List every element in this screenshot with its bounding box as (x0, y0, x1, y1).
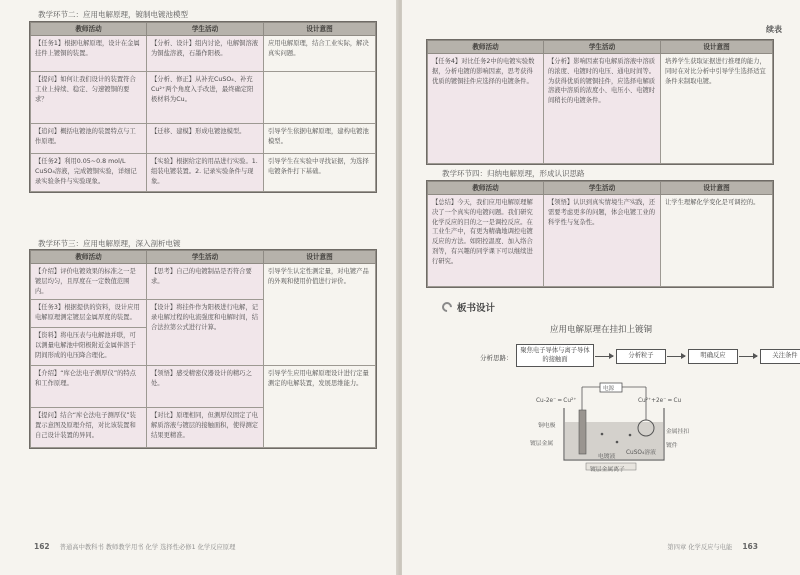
col-header-student: 学生活动 (544, 182, 661, 195)
table-cell: 【领悟】认识到真实情境生产实践，还需要考虑更多的问题，体会电镀工业的科学性与复杂性。 (544, 195, 661, 287)
table-row (31, 36, 376, 72)
table-cell: 【介绍】评价电镀效果的标准之一是镀层均匀，且厚度在一定数值范围内。 (31, 264, 147, 300)
table-cell: 【资料】将电压表与电解池并联，可以测量电解池中阳极附近金属伴溶于阴间形成的电压降合理化。 (31, 328, 147, 366)
page-number: 163 (742, 542, 758, 551)
board-heading-text: 板书设计 (457, 303, 496, 314)
table-row (31, 124, 376, 154)
section-title-3: 教学环节三：应用电解原理，深入剖析电镀 (38, 239, 181, 248)
col-header-intent: 设计意图 (264, 23, 376, 36)
table-cell: 应用电解原理，结合工业实际，解决真实问题。 (264, 36, 376, 72)
col-header-teacher: 教师活动 (31, 23, 147, 36)
board-title: 应用电解原理在挂扣上镀铜 (549, 325, 652, 335)
table-row (31, 264, 376, 300)
table-row (428, 195, 773, 287)
electroplating-diagram (530, 380, 692, 475)
flow-step: 明确反应 (688, 349, 738, 364)
col-header-intent: 设计意图 (264, 251, 376, 264)
col-header-student: 学生活动 (147, 251, 264, 264)
right-page (402, 0, 800, 575)
continued-tag: 续表 (766, 25, 782, 34)
lesson-table-2 (30, 22, 376, 192)
cathode-equation: Cu²⁺+2e⁻ ═ Cu (638, 398, 682, 404)
chapter-title: 第四章 化学反应与电能 (667, 544, 733, 551)
table-cell: 【追问】概括电镀池的装置特点与工作原理。 (31, 124, 147, 154)
table-cell (264, 72, 376, 124)
table-cell: 【提问】如何让我们设计的装置符合工业上持续、稳定、匀速镀铜的要求？ (31, 72, 147, 124)
col-header-intent: 设计意图 (661, 41, 773, 54)
right-footer (667, 542, 766, 551)
bottom-label: 镀层金属离子 (590, 467, 625, 473)
table-cell: 【任务2】利用0.05~0.8 mol/L CuSO₄溶液，完成镀铜实验，详细记录实验条件与实验现象。 (31, 154, 147, 192)
section-title-2: 教学环节二：应用电解原理，镀制电镀池模型 (38, 10, 188, 19)
lesson-table-4 (427, 181, 773, 287)
table-cell: 【分析】影响因素有电解质溶液中溶质的浓度、电镀时的电压、通电时间等。为获得优质的镀铜挂件，应选择电解质溶液中溶质的浓度小、电压小、电镀时间稍长的电镀条件。 (544, 54, 661, 164)
cuso4-label: CuSO₄溶液 (626, 450, 656, 456)
flow-arrow-icon (667, 356, 685, 357)
page-number: 162 (34, 542, 50, 551)
flow-arrow-icon (595, 356, 613, 357)
table-cell: 引导学生应用电解原理设计进行定量测定的电解装置，发展思维能力。 (264, 366, 376, 448)
table-row (31, 154, 376, 192)
copper-plate-label: 铜电极 (538, 423, 556, 429)
table-cell: 【设计】将挂件作为阳极进行电解，记录电解过程的电流强度和电解时间，结合法拉第公式进行计算。 (147, 300, 264, 366)
metal-hanger-label: 金属挂扣 (666, 429, 690, 435)
left-page (0, 0, 398, 575)
col-header-student: 学生活动 (147, 23, 264, 36)
flow-label: 分析思路： (480, 354, 513, 362)
col-header-teacher: 教师活动 (428, 182, 544, 195)
table-cell: 【任务1】根据电解原理，设计在金属挂件上镀铜的装置。 (31, 36, 147, 72)
table-cell: 培养学生获取证据进行推理的能力，同时在对比分析中引导学生选择适宜条件来制取电镀。 (661, 54, 773, 164)
book-title: 普通高中教科书 教师教学用书 化学 选择性必修1 化学反应原理 (59, 544, 236, 551)
lesson-table-2-continued (427, 40, 773, 164)
table-cell: 【提问】结合“库仑法电子测厚仪”装置示意图及原理介绍，对比该装置和自己设计装置的异同。 (31, 408, 147, 448)
flow-step: 聚焦电子导体与离子导体的接触面 (516, 344, 594, 367)
table-cell: 【介绍】“库仑法电子测厚仪”的特点和工作原理。 (31, 366, 147, 408)
board-design-heading (442, 300, 495, 314)
lesson-table-3 (30, 250, 376, 448)
anode-equation: Cu-2e⁻ ═ Cu²⁺ (536, 398, 577, 404)
col-header-teacher: 教师活动 (31, 251, 147, 264)
table-cell: 引导学生依据电解原理，建构电镀池模型。 (264, 124, 376, 154)
table-row (31, 72, 376, 124)
section-marker-icon (440, 300, 454, 314)
col-header-intent: 设计意图 (661, 182, 773, 195)
col-header-student: 学生活动 (544, 41, 661, 54)
left-footer (34, 542, 235, 551)
table-cell: 【分析、修正】从补充CuSO₄、补充Cu²⁺两个角度入手改进，最终确定阳极材料为Cu。 (147, 72, 264, 124)
flow-step: 分析粒子 (616, 349, 666, 364)
table-cell: 引导学生认定性测定量，对电镀产品的外观和使用价值进行评价。 (264, 264, 376, 366)
table-cell: 让学生理解化学变化是可调控的。 (661, 195, 773, 287)
table-cell: 【总结】今天，我们应用电解原理解决了一个真实的电镀问题。我们研究化学反应的目的之一是调控反应。在工业生产中，有更为精确地调控电镀反应的方法。如阳控温度、加入络合剂等，有兴趣的同学课下可以继续进行研究。 (428, 195, 544, 287)
table-cell: 【分析、设计】组内讨论，电解铜溶液为铜盐溶液，石墨作阳极。 (147, 36, 264, 72)
table-cell: 【领悟】感受精密仪器设计的精巧之处。 (147, 366, 264, 408)
table-cell: 【思考】自己的电镀制品是否符合要求。 (147, 264, 264, 300)
plating-metal-label: 镀层金属 (530, 441, 554, 447)
table-row (428, 54, 773, 164)
power-label: 电源 (603, 386, 615, 392)
plated-part-label: 镀件 (666, 443, 678, 449)
table-cell: 【对比】原理相同，但测厚仪固定了电解质溶液与镀层的接触面积，使得测定结果更精准。 (147, 408, 264, 448)
section-title-4: 教学环节四：归纳电解原理，形成认识思路 (442, 169, 585, 178)
table-cell: 【实验】根据给定的用品进行实验。1. 组装电镀装置。2. 记录实验条件与现象。 (147, 154, 264, 192)
table-row (31, 366, 376, 408)
electrolyte-label: 电镀液 (598, 454, 616, 460)
flow-arrow-icon (739, 356, 757, 357)
table-cell: 【任务4】对比任务2中的电镀实验数据，分析电镀的影响因素，思考获得优质的镀铜挂件应选择的电镀条件。 (428, 54, 544, 164)
table-cell: 引导学生在实验中寻找证据，为选择电镀条件打下基础。 (264, 154, 376, 192)
table-cell: 【任务3】根据提供的资料，设计应用电解原理测定镀层金属厚度的装置。 (31, 300, 147, 328)
flow-step: 关注条件 (760, 349, 800, 364)
table-cell: 【迁移、建模】形成电镀池模型。 (147, 124, 264, 154)
col-header-teacher: 教师活动 (428, 41, 544, 54)
